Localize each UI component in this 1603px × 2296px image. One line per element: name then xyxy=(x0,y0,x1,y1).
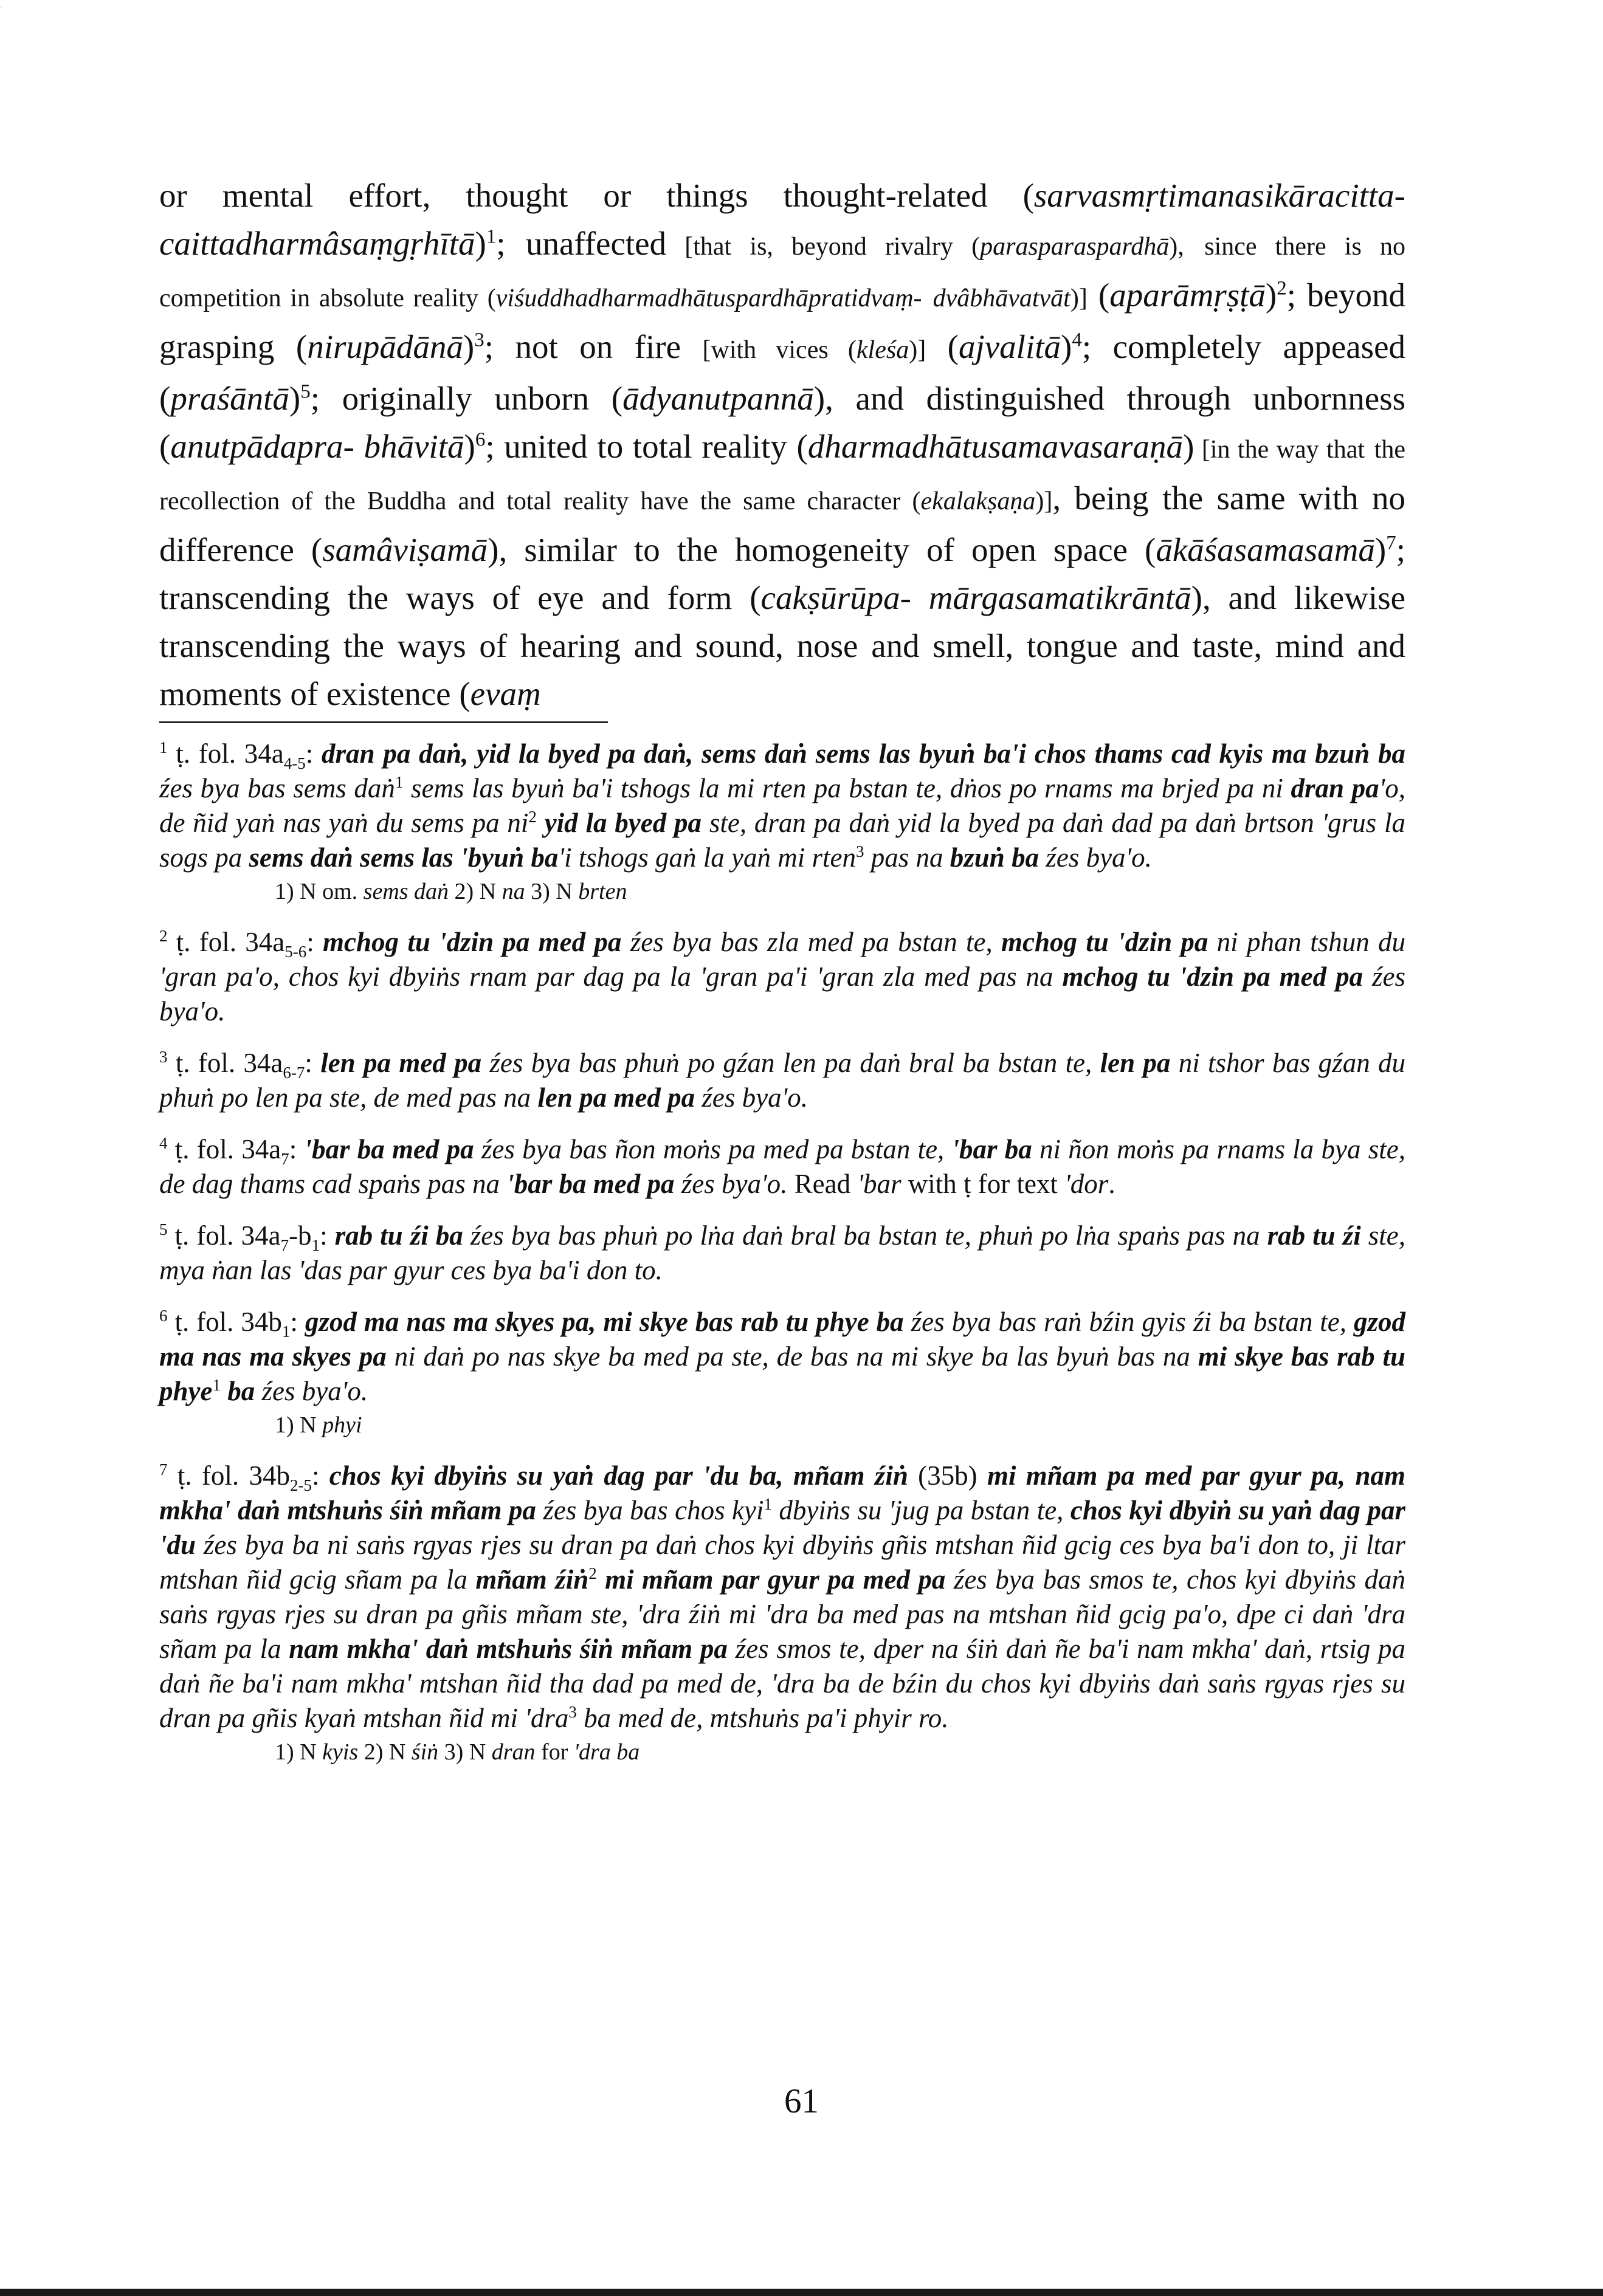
note-ref-7: 7 xyxy=(1386,532,1396,554)
note-ref-5: 5 xyxy=(300,380,311,403)
scan-edge xyxy=(0,2289,1603,2296)
main-text: or mental effort, thought or things thought-related (sarvasmṛtimanasikāracitta- caittadharmâsaṃgṛhītā)$^1$; unaffected [that is, beyond rivalry (parasparaspardhā), since there is no competition in absolute reality (viśuddhadharmadhātuspardhāpratidvaṃ- dvâbhāvatvāt)] (aparāmṛṣṭā)$^2$; beyond grasping (nirupādānā)$^3$; not on fire [with vices (kleśa)] (ajvalitā)$^4$; completely appeased (praśāntā)$^5$; originally unborn (ādyanutpannā), and distinguished through unbornness (anutpādapra- bhāvitā)$^6$; united to total reality (dharmadhātusamavasaraṇā) [in the way that the recollection of the Buddha and total reality have the same character (ekalakṣaṇa)], being the same with no difference (samâviṣamā), similar to the homogeneity of open space (ākāśasamasamā)$^7$; transcending the ways of eye and form (cakṣūrūpa- mārgasamatikrāntā), and likewise transcending the ways of hearing and sound, nose and smell, tongue and taste, mind and moments of existence (evaṃ xyxy=(159,177,1406,712)
note-ref-4: 4 xyxy=(1072,329,1082,351)
note-ref-3: 3 xyxy=(474,329,484,351)
footnote-7: $^7$ ṭ. fol. $34b_{2-5}$: chos kyi dbyiṅs su yaṅ dag par 'du ba, mñam źiṅ (35b) mi mñam pa med par gyur pa, nam mkha' daṅ mtshuṅs śiṅ mñam pa źes bya bas chos kyi$^1$ dbyiṅs su 'jug pa bstan te, chos kyi dbyiṅ su yaṅ dag par 'du źes bya ba ni saṅs rgyas rjes su dran pa daṅ chos kyi dbyiṅs gñis mtshan ñid gcig ces bya ba'i don to, ji ltar mtshan ñid gcig sñam pa la mñam źiṅ$^2$ mi mñam par gyur pa med pa źes bya bas smos te, chos kyi dbyiṅs daṅ saṅs rgyas rjes su dran pa gñis mñam ste, 'dra źiṅ mi 'dra ba med pas na mtshan ñid gcig pa'o, dpe ci daṅ 'dra sñam pa la nam mkha' daṅ mtshuṅs śiṅ mñam pa źes smos te, dper na śiṅ daṅ ñe ba'i nam mkha' daṅ, rtsig pa daṅ ñe ba'i nam mkha' mtshan ñid tha dad pa med de, 'dra ba de bźin du chos kyi dbyiṅs daṅ saṅs rgyas rjes su dran pa gñis kyaṅ mtshan ñid mi 'dra$^3$ ba med de, mtshuṅs pa'i phyir ro. 1) N kyis 2) N śiṅ 3) N dran for 'dra ba xyxy=(159,1459,1405,1768)
footnote-4: $^4$ ṭ. fol. $34a_7$: 'bar ba med pa źes bya bas ñon moṅs pa med pa bstan te, 'bar ba ni ñon moṅs pa rnams la bya ste, de dag thams cad spaṅs pas na 'bar ba med pa źes bya'o. Read 'bar with ṭ for text 'dor. xyxy=(159,1134,1405,1199)
footnote-1: $^1$ ṭ. fol. $34a_{4-5}$: dran pa daṅ, yid la byed pa daṅ, sems daṅ sems las byuṅ ba'i chos thams cad kyis ma bzuṅ ba źes bya bas sems daṅ$^1$ sems las byuṅ ba'i tshogs la mi rten pa bstan te, dṅos po rnams ma brjed pa ni dran pa'o, de ñid yaṅ nas yaṅ du sems pa $ni^2$ yid la byed pa ste, dran pa daṅ yid la byed pa daṅ dad pa daṅ brtson 'grus la sogs pa sems daṅ sems las 'byuṅ ba'i tshogs gaṅ la yaṅ mi rten$^3$ pas na bzuṅ ba źes bya'o. 1) N om. sems daṅ 2) N na 3) N brten xyxy=(159,737,1405,908)
footnote-rule xyxy=(159,721,608,723)
footnote-3: $^3$ ṭ. fol. $34a_{6-7}$: len pa med pa źes bya bas phuṅ po gźan len pa daṅ bral ba bstan te, len pa ni tshor bas gźan du phuṅ po len pa ste, de med pas na len pa med pa źes bya'o. xyxy=(159,1048,1405,1113)
scan-speck: · xyxy=(0,2,2,11)
note-ref-6: 6 xyxy=(475,428,486,451)
note-ref-1: 1 xyxy=(486,225,497,248)
footnote-5: $^5$ ṭ. fol. $34a_7-b_1$: rab tu źi ba źes bya bas phuṅ po lṅa daṅ bral ba bstan te, phuṅ po lṅa spaṅs pas na rab tu źi ste, mya ṅan las 'das par gyur ces bya ba'i don to. xyxy=(159,1220,1406,1285)
footnote-6: $^6$ ṭ. fol. $34b_1$: gzod ma nas ma skyes pa, mi skye bas rab tu phye ba źes bya bas raṅ bźin gyis źi ba bstan te, gzod ma nas ma skyes pa ni daṅ po nas skye ba med pa ste, de bas na mi skye ba las byuṅ bas na mi skye bas rab tu phye$^1$ ba źes bya'o. 1) N phyi xyxy=(159,1305,1405,1442)
footnote-6-variants: 1) N phyi xyxy=(275,1412,362,1438)
page-number: 61 xyxy=(784,2082,819,2120)
note-ref-2: 2 xyxy=(1277,277,1287,300)
footnote-7-variants: 1) N kyis 2) N śiṅ 3) N dran for 'dra ba xyxy=(275,1739,640,1765)
footnote-2: $^2$ ṭ. fol. $34a_{5-6}$: mchog tu 'dzin pa med pa źes bya bas zla med pa bstan te, mchog tu 'dzin pa ni phan tshun du 'gran pa'o, chos kyi dbyiṅs rnam par dag pa la 'gran pa'i 'gran zla med pas na mchog tu 'dzin pa med pa źes bya'o. xyxy=(159,927,1405,1026)
page-body xyxy=(159,171,1405,1786)
footnote-1-variants: 1) N om. sems daṅ 2) N na 3) N brten xyxy=(275,879,627,904)
